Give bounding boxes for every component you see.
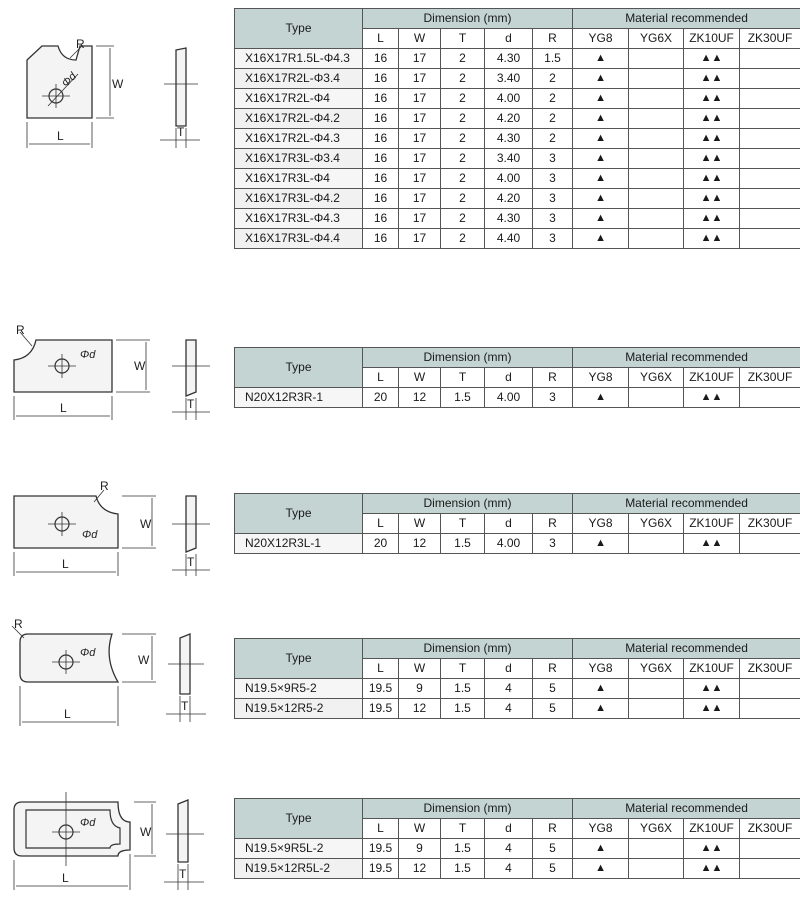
yg8-cell: ▲ xyxy=(573,149,629,169)
zk30uf-cell xyxy=(740,109,800,129)
col-yg6x: YG6X xyxy=(629,514,684,534)
diameter-label: Φd xyxy=(82,529,98,541)
dimension-header: Dimension (mm) xyxy=(363,799,573,819)
table-row xyxy=(235,49,800,69)
d-cell: 4.30 xyxy=(485,129,533,149)
l-cell: 16 xyxy=(363,209,399,229)
d-cell: 4 xyxy=(485,679,533,699)
t-cell: 2 xyxy=(441,169,485,189)
l-cell: 19.5 xyxy=(363,859,399,879)
col-r: R xyxy=(533,29,573,49)
type-cell: X16X17R3L-Φ3.4 xyxy=(235,149,363,169)
r-cell: 2 xyxy=(533,109,573,129)
yg6x-cell xyxy=(629,169,684,189)
table-row xyxy=(235,69,800,89)
w-cell: 17 xyxy=(399,69,441,89)
spec-table-n20x12r3l xyxy=(234,493,800,554)
col-w: W xyxy=(399,819,441,839)
w-cell: 17 xyxy=(399,109,441,129)
table-row xyxy=(235,534,800,554)
material-header: Material recommended xyxy=(573,799,800,819)
type-cell: N20X12R3R-1 xyxy=(235,388,363,408)
yg6x-cell xyxy=(629,679,684,699)
type-cell: N20X12R3L-1 xyxy=(235,534,363,554)
yg8-cell: ▲ xyxy=(573,89,629,109)
zk10uf-cell: ▲▲ xyxy=(684,109,740,129)
type-cell: N19.5×9R5-2 xyxy=(235,679,363,699)
zk10uf-cell: ▲▲ xyxy=(684,699,740,719)
l-cell: 20 xyxy=(363,388,399,408)
col-zk10uf: ZK10UF xyxy=(684,819,740,839)
zk10uf-cell: ▲▲ xyxy=(684,189,740,209)
yg8-cell: ▲ xyxy=(573,534,629,554)
t-cell: 1.5 xyxy=(441,839,485,859)
d-cell: 4.30 xyxy=(485,209,533,229)
col-zk10uf: ZK10UF xyxy=(684,659,740,679)
zk10uf-cell: ▲▲ xyxy=(684,229,740,249)
w-cell: 17 xyxy=(399,89,441,109)
type-header: Type xyxy=(235,9,363,49)
thickness-label: T xyxy=(181,699,189,713)
t-cell: 2 xyxy=(441,129,485,149)
col-r: R xyxy=(533,514,573,534)
table-row xyxy=(235,149,800,169)
insert-drawing-n19-5-r5 xyxy=(0,616,225,731)
yg8-cell: ▲ xyxy=(573,229,629,249)
w-cell: 12 xyxy=(399,388,441,408)
width-label: W xyxy=(138,653,150,667)
material-header: Material recommended xyxy=(573,494,800,514)
col-t: T xyxy=(441,368,485,388)
d-cell: 3.40 xyxy=(485,149,533,169)
diameter-label: Φd xyxy=(80,817,96,829)
col-yg8: YG8 xyxy=(573,659,629,679)
col-yg6x: YG6X xyxy=(629,29,684,49)
d-cell: 4 xyxy=(485,699,533,719)
type-cell: N19.5×9R5L-2 xyxy=(235,839,363,859)
yg6x-cell xyxy=(629,839,684,859)
l-cell: 16 xyxy=(363,49,399,69)
w-cell: 12 xyxy=(399,534,441,554)
table-row xyxy=(235,229,800,249)
yg8-cell: ▲ xyxy=(573,169,629,189)
r-cell: 5 xyxy=(533,859,573,879)
d-cell: 3.40 xyxy=(485,69,533,89)
zk10uf-cell: ▲▲ xyxy=(684,388,740,408)
zk10uf-cell: ▲▲ xyxy=(684,859,740,879)
zk10uf-cell: ▲▲ xyxy=(684,129,740,149)
type-header: Type xyxy=(235,494,363,534)
col-d: d xyxy=(485,368,533,388)
table-row xyxy=(235,189,800,209)
d-cell: 4.00 xyxy=(485,388,533,408)
l-cell: 16 xyxy=(363,89,399,109)
yg8-cell: ▲ xyxy=(573,839,629,859)
thickness-label: T xyxy=(187,555,195,569)
radius-label: R xyxy=(100,479,109,493)
yg6x-cell xyxy=(629,129,684,149)
table-row xyxy=(235,839,800,859)
length-label: L xyxy=(62,557,69,571)
spec-table-n19-5-r5 xyxy=(234,638,800,719)
yg6x-cell xyxy=(629,699,684,719)
yg6x-cell xyxy=(629,388,684,408)
insert-drawing-n20x12r3l xyxy=(0,472,225,582)
t-cell: 2 xyxy=(441,89,485,109)
col-l: L xyxy=(363,29,399,49)
t-cell: 2 xyxy=(441,229,485,249)
col-l: L xyxy=(363,514,399,534)
table-row xyxy=(235,169,800,189)
radius-label: R xyxy=(14,617,23,631)
d-cell: 4.00 xyxy=(485,89,533,109)
zk30uf-cell xyxy=(740,149,800,169)
t-cell: 2 xyxy=(441,69,485,89)
yg8-cell: ▲ xyxy=(573,69,629,89)
yg6x-cell xyxy=(629,69,684,89)
yg8-cell: ▲ xyxy=(573,49,629,69)
r-cell: 5 xyxy=(533,839,573,859)
zk30uf-cell xyxy=(740,534,800,554)
r-cell: 3 xyxy=(533,149,573,169)
yg8-cell: ▲ xyxy=(573,109,629,129)
yg6x-cell xyxy=(629,89,684,109)
yg8-cell: ▲ xyxy=(573,209,629,229)
insert-drawing-n19-5-r5l xyxy=(0,778,225,898)
dimension-header: Dimension (mm) xyxy=(363,639,573,659)
d-cell: 4.20 xyxy=(485,189,533,209)
zk30uf-cell xyxy=(740,189,800,209)
yg6x-cell xyxy=(629,859,684,879)
col-l: L xyxy=(363,659,399,679)
r-cell: 3 xyxy=(533,388,573,408)
type-cell: X16X17R2L-Φ4 xyxy=(235,89,363,109)
yg6x-cell xyxy=(629,209,684,229)
w-cell: 17 xyxy=(399,49,441,69)
col-zk10uf: ZK10UF xyxy=(684,514,740,534)
type-cell: X16X17R2L-Φ4.3 xyxy=(235,129,363,149)
col-d: d xyxy=(485,819,533,839)
t-cell: 2 xyxy=(441,209,485,229)
table-row xyxy=(235,859,800,879)
col-t: T xyxy=(441,819,485,839)
yg6x-cell xyxy=(629,149,684,169)
type-cell: X16X17R2L-Φ3.4 xyxy=(235,69,363,89)
col-d: d xyxy=(485,659,533,679)
r-cell: 2 xyxy=(533,129,573,149)
col-zk30uf: ZK30UF xyxy=(740,368,800,388)
zk30uf-cell xyxy=(740,388,800,408)
zk30uf-cell xyxy=(740,49,800,69)
type-cell: X16X17R1.5L-Φ4.3 xyxy=(235,49,363,69)
r-cell: 2 xyxy=(533,89,573,109)
t-cell: 2 xyxy=(441,149,485,169)
col-zk30uf: ZK30UF xyxy=(740,29,800,49)
col-r: R xyxy=(533,368,573,388)
l-cell: 16 xyxy=(363,229,399,249)
r-cell: 1.5 xyxy=(533,49,573,69)
yg8-cell: ▲ xyxy=(573,388,629,408)
l-cell: 16 xyxy=(363,129,399,149)
radius-label: R xyxy=(76,37,85,51)
type-cell: X16X17R3L-Φ4 xyxy=(235,169,363,189)
width-label: W xyxy=(140,517,152,531)
r-cell: 2 xyxy=(533,69,573,89)
material-header: Material recommended xyxy=(573,9,800,29)
col-t: T xyxy=(441,659,485,679)
yg6x-cell xyxy=(629,189,684,209)
t-cell: 1.5 xyxy=(441,859,485,879)
insert-drawing-n20x12r3r xyxy=(0,320,225,425)
table-row xyxy=(235,209,800,229)
w-cell: 17 xyxy=(399,209,441,229)
col-yg6x: YG6X xyxy=(629,819,684,839)
l-cell: 16 xyxy=(363,189,399,209)
col-d: d xyxy=(485,514,533,534)
yg8-cell: ▲ xyxy=(573,859,629,879)
col-zk30uf: ZK30UF xyxy=(740,819,800,839)
l-cell: 16 xyxy=(363,109,399,129)
type-cell: N19.5×12R5L-2 xyxy=(235,859,363,879)
w-cell: 17 xyxy=(399,189,441,209)
col-zk30uf: ZK30UF xyxy=(740,659,800,679)
r-cell: 3 xyxy=(533,169,573,189)
w-cell: 12 xyxy=(399,859,441,879)
zk10uf-cell: ▲▲ xyxy=(684,209,740,229)
w-cell: 12 xyxy=(399,699,441,719)
yg8-cell: ▲ xyxy=(573,129,629,149)
zk10uf-cell: ▲▲ xyxy=(684,169,740,189)
type-cell: X16X17R3L-Φ4.2 xyxy=(235,189,363,209)
thickness-label: T xyxy=(179,867,187,881)
col-l: L xyxy=(363,368,399,388)
col-zk10uf: ZK10UF xyxy=(684,368,740,388)
col-w: W xyxy=(399,368,441,388)
yg8-cell: ▲ xyxy=(573,679,629,699)
radius-label: R xyxy=(16,323,25,337)
type-cell: X16X17R3L-Φ4.4 xyxy=(235,229,363,249)
type-header: Type xyxy=(235,639,363,679)
t-cell: 1.5 xyxy=(441,679,485,699)
zk30uf-cell xyxy=(740,169,800,189)
r-cell: 3 xyxy=(533,534,573,554)
table-row xyxy=(235,109,800,129)
spec-table-n20x12r3r xyxy=(234,347,800,408)
r-cell: 3 xyxy=(533,209,573,229)
length-label: L xyxy=(57,129,64,143)
yg6x-cell xyxy=(629,534,684,554)
col-w: W xyxy=(399,29,441,49)
l-cell: 19.5 xyxy=(363,839,399,859)
dimension-header: Dimension (mm) xyxy=(363,494,573,514)
col-yg8: YG8 xyxy=(573,368,629,388)
col-yg6x: YG6X xyxy=(629,659,684,679)
col-yg8: YG8 xyxy=(573,514,629,534)
w-cell: 17 xyxy=(399,169,441,189)
d-cell: 4.40 xyxy=(485,229,533,249)
spec-table-x16x17 xyxy=(234,8,800,249)
w-cell: 17 xyxy=(399,129,441,149)
w-cell: 17 xyxy=(399,229,441,249)
col-l: L xyxy=(363,819,399,839)
t-cell: 2 xyxy=(441,49,485,69)
type-cell: N19.5×12R5-2 xyxy=(235,699,363,719)
yg8-cell: ▲ xyxy=(573,699,629,719)
table-row xyxy=(235,699,800,719)
zk10uf-cell: ▲▲ xyxy=(684,839,740,859)
type-cell: X16X17R2L-Φ4.2 xyxy=(235,109,363,129)
table-row xyxy=(235,129,800,149)
l-cell: 16 xyxy=(363,149,399,169)
zk30uf-cell xyxy=(740,129,800,149)
l-cell: 16 xyxy=(363,69,399,89)
insert-drawing-x16x17 xyxy=(0,8,225,158)
col-t: T xyxy=(441,514,485,534)
col-d: d xyxy=(485,29,533,49)
zk10uf-cell: ▲▲ xyxy=(684,69,740,89)
zk10uf-cell: ▲▲ xyxy=(684,534,740,554)
length-label: L xyxy=(64,707,71,721)
diameter-label: Φd xyxy=(80,647,96,659)
yg6x-cell xyxy=(629,49,684,69)
col-w: W xyxy=(399,514,441,534)
zk30uf-cell xyxy=(740,839,800,859)
col-zk10uf: ZK10UF xyxy=(684,29,740,49)
dimension-header: Dimension (mm) xyxy=(363,348,573,368)
type-header: Type xyxy=(235,348,363,388)
col-t: T xyxy=(441,29,485,49)
t-cell: 1.5 xyxy=(441,699,485,719)
zk10uf-cell: ▲▲ xyxy=(684,679,740,699)
type-header: Type xyxy=(235,799,363,839)
d-cell: 4 xyxy=(485,839,533,859)
t-cell: 1.5 xyxy=(441,388,485,408)
d-cell: 4.00 xyxy=(485,534,533,554)
r-cell: 5 xyxy=(533,679,573,699)
length-label: L xyxy=(62,871,69,885)
zk30uf-cell xyxy=(740,229,800,249)
col-yg8: YG8 xyxy=(573,29,629,49)
d-cell: 4 xyxy=(485,859,533,879)
w-cell: 17 xyxy=(399,149,441,169)
col-r: R xyxy=(533,819,573,839)
zk30uf-cell xyxy=(740,679,800,699)
diameter-label: Φd xyxy=(80,349,96,361)
zk30uf-cell xyxy=(740,209,800,229)
col-zk30uf: ZK30UF xyxy=(740,514,800,534)
r-cell: 3 xyxy=(533,229,573,249)
d-cell: 4.30 xyxy=(485,49,533,69)
type-cell: X16X17R3L-Φ4.3 xyxy=(235,209,363,229)
col-r: R xyxy=(533,659,573,679)
diameter-label: Φd xyxy=(59,70,79,90)
table-row xyxy=(235,89,800,109)
zk30uf-cell xyxy=(740,859,800,879)
t-cell: 1.5 xyxy=(441,534,485,554)
l-cell: 19.5 xyxy=(363,679,399,699)
w-cell: 9 xyxy=(399,679,441,699)
width-label: W xyxy=(134,359,146,373)
zk30uf-cell xyxy=(740,699,800,719)
material-header: Material recommended xyxy=(573,348,800,368)
r-cell: 5 xyxy=(533,699,573,719)
width-label: W xyxy=(112,77,124,91)
w-cell: 9 xyxy=(399,839,441,859)
material-header: Material recommended xyxy=(573,639,800,659)
thickness-label: T xyxy=(187,397,195,411)
l-cell: 16 xyxy=(363,169,399,189)
table-row xyxy=(235,679,800,699)
l-cell: 20 xyxy=(363,534,399,554)
l-cell: 19.5 xyxy=(363,699,399,719)
zk30uf-cell xyxy=(740,69,800,89)
col-w: W xyxy=(399,659,441,679)
table-row xyxy=(235,388,800,408)
zk10uf-cell: ▲▲ xyxy=(684,149,740,169)
width-label: W xyxy=(140,825,152,839)
yg6x-cell xyxy=(629,229,684,249)
zk30uf-cell xyxy=(740,89,800,109)
d-cell: 4.20 xyxy=(485,109,533,129)
dimension-header: Dimension (mm) xyxy=(363,9,573,29)
yg8-cell: ▲ xyxy=(573,189,629,209)
zk10uf-cell: ▲▲ xyxy=(684,49,740,69)
thickness-label: T xyxy=(177,125,185,139)
yg6x-cell xyxy=(629,109,684,129)
col-yg6x: YG6X xyxy=(629,368,684,388)
r-cell: 3 xyxy=(533,189,573,209)
spec-table-n19-5-r5l xyxy=(234,798,800,879)
length-label: L xyxy=(60,401,67,415)
col-yg8: YG8 xyxy=(573,819,629,839)
zk10uf-cell: ▲▲ xyxy=(684,89,740,109)
d-cell: 4.00 xyxy=(485,169,533,189)
t-cell: 2 xyxy=(441,189,485,209)
t-cell: 2 xyxy=(441,109,485,129)
